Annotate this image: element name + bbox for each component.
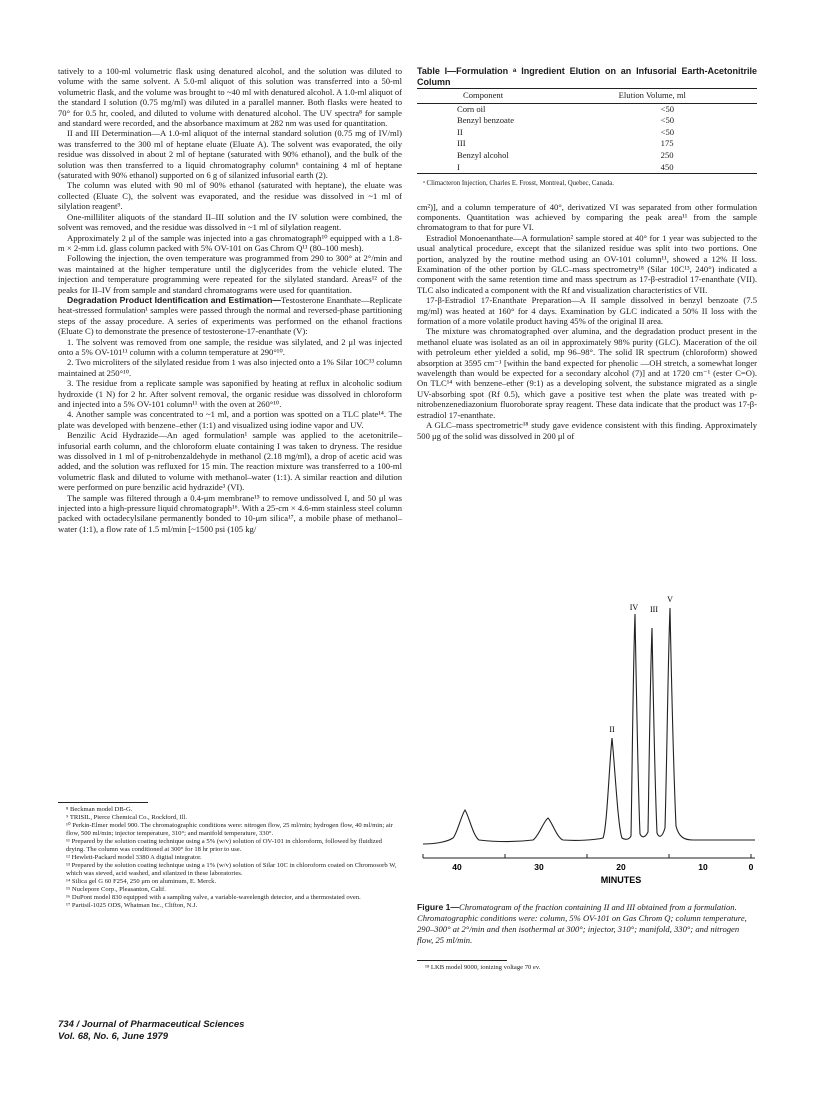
paragraph: The column was eluted with 90 ml of 90% ethanol (saturated with heptane), the eluate was collected (Eluate C), the solvent was evaporated, and the residue was dissolved in ~1 ml of silylation reagent⁹. — [58, 180, 402, 212]
table-cell: I — [417, 162, 619, 174]
paragraph: tatively to a 100-ml volumetric flask using denatured alcohol, and the solution was diluted to volume with the same solvent. A 5.0-ml aliquot of this solution was transferred into a 50-ml volumetric flask, and the volume was brought to ~40 ml with denatured alcohol. A 1.0-ml aliquot of the standard I solution (0.75 mg/ml) was diluted in a parallel manner. Both flasks were heated to 70° for 0.5 hr, cooled, and diluted to volume with denatured alcohol. The UV spectra⁸ for sample and standard were recorded, and the absorbance maximum at 282 nm was used for quantitation. — [58, 66, 402, 129]
paragraph: The mixture was chromatographed over alumina, and the degradation product present in the methanol eluate was isolated as an oil in approximately 98% purity (GLC). Maceration of the oil with petroleum ether yielded a solid, mp 96–98°. The solid IR spectrum (chloroform) showed absorption at 3595 cm⁻¹ [within the band expected for phenolic —OH stretch, a somewhat longer wavelength than would be expected for a secondary alcohol (7)] and at 1720 cm⁻¹ (ester C=O). On TLC¹⁴ with benzene–ether (9:1) as a developing solvent, the substance migrated as a single UV-absorbing spot (Rf 0.5), which gave a positive test when the plate was treated with p-nitrobenzenediazonium fluoroborate spray reagent. These data indicate that the product was 17-β-estradiol 17-enanthate. — [417, 326, 757, 420]
footnote: ¹² Hewlett-Packard model 3380 A digital integrator. — [66, 854, 202, 861]
footer-volume: Vol. 68, No. 6, June 1979 — [58, 1031, 169, 1042]
paragraph: The sample was filtered through a 0.4-μm membrane¹⁵ to remove undissolved I, and 50 μl was injected into a high-pressure liquid chromatograph¹⁶. With a 25-cm × 4.6-mm stainless steel column packed with octadecylsilane permanently bonded to 10-μm silica¹⁷, a mobile phase of methanol–water (1:1), a flow rate of 1.5 ml/min [~1500 psi (105 kg/ — [58, 492, 402, 534]
axis-tick-label: 20 — [616, 862, 626, 872]
table-footnote: ᵃ Climacteron Injection, Charles E. Frosst, Montreal, Quebec, Canada. — [423, 180, 614, 188]
caption-label: Figure 1— — [417, 902, 460, 912]
numbered-step: 4. Another sample was concentrated to ~1 ml, and a portion was spotted on a TLC plate¹⁴. The plate was developed with benzene–ether (1:1) and visualized using iodine vapor and UV. — [58, 409, 402, 430]
table-header: Component — [417, 89, 619, 104]
peak-label-iii: III — [650, 605, 658, 614]
table-cell: <50 — [660, 115, 675, 126]
right-column — [417, 66, 757, 441]
table-cell: Corn oil — [457, 103, 486, 114]
elution-table — [417, 88, 757, 174]
section-heading: Degradation Product Identification and Estimation— — [67, 294, 281, 305]
caption-text: Chromatogram of the fraction containing II and III obtained from a formulation. Chromatographic conditions were: column, 5% OV-101 on Gas Chrom Q; column temperature, 290–300° at 2°/min and then isothermal at 300°; injector, 310°; manifold, 330°; and nitrogen flow, 25 ml/min. — [417, 902, 747, 945]
table-row — [417, 138, 757, 150]
paragraph: Following the injection, the oven temperature was programmed from 290 to 300° at 2°/min and was maintained at the higher temperature until the diglycerides from the vehicle eluted. The injection and temperature programming were repeated for the silylated standard. Areas¹² of the peaks for II–IV from sample and standard chromatograms were used for quantitation. — [58, 253, 402, 295]
axis-tick-label: 30 — [534, 862, 544, 872]
footnote: ¹⁷ Partisil-1025 ODS, Whatman Inc., Clifton, N.J. — [66, 902, 198, 909]
paragraph: A GLC–mass spectrometric¹⁸ study gave evidence consistent with this finding. Approximately 500 μg of the solid was dissolved in 200 μl of — [417, 420, 757, 441]
footnote: ¹⁵ Nuclepore Corp., Pleasanton, Calif. — [66, 886, 166, 893]
table-row — [417, 150, 757, 162]
table-cell: 175 — [660, 138, 674, 149]
table-cell: <50 — [660, 126, 675, 137]
footnote: ⁹ TRISIL, Pierce Chemical Co., Rockford, Ill. — [66, 814, 188, 821]
footnote: ¹³ Prepared by the solution coating technique using a 1% (w/v) solution of Silar 10C in chloroform coated on Chromosorb W, which was sieved, acid washed, and silanized in these laboratories. — [66, 862, 397, 877]
footnote-right — [417, 964, 757, 972]
peak-label-v: V — [667, 595, 673, 604]
footnote: ⁸ Beckman model DB-G. — [66, 806, 133, 813]
table-title: Table I—Formulation ᵃ Ingredient Elution on an Infusorial Earth-Acetonitrile Column — [417, 66, 757, 87]
footnote: ¹⁰ Perkin-Elmer model 900. The chromatographic conditions were: nitrogen flow, 25 ml/min; hydrogen flow, 40 ml/min; air flow, 500 ml/min; injector temperature, 310°; and manifold temperature, 330°. — [66, 822, 393, 837]
paragraph: cm²)], and a column temperature of 40°, derivatized VI was separated from other formulation components. Quantitation was achieved by comparing the peak area¹¹ from the sample chromatogram to that for pure VI. — [417, 201, 757, 233]
table-cell: Benzyl benzoate — [457, 115, 515, 126]
paragraph: II and III Determination—A 1.0-ml aliquot of the internal standard solution (0.75 mg of IV/ml) was transferred to the 300 ml of heptane eluate (Eluate A). The solvent was evaporated, the oily residue was dissolved in about 2 ml of heptane (saturated with 90% ethanol), and the bulk of the solution was then transferred to a liquid chromatography column⁶ containing 4 ml of heptane (saturated with 90% ethanol) supported on 6 g of silanized infusorial earth (2). — [58, 128, 402, 181]
paragraph: 17-β-Estradiol 17-Enanthate Preparation—A II sample dissolved in benzyl benzoate (7.5 mg/ml) was heated at 160° for 4 days. Examination by GLC indicated a 50% II loss with the formation of a more volatile product having 45% of the original II area. — [417, 295, 757, 327]
left-column — [58, 66, 402, 534]
footnote-rule — [417, 960, 507, 961]
table-cell: II — [457, 126, 463, 137]
peak-label-iv: IV — [629, 603, 639, 612]
paragraph: Benzilic Acid Hydrazide—An aged formulation¹ sample was applied to the acetonitrile–infusorial earth column, and the chloroform eluate containing I was taken to dryness. The residue was dissolved in 1 ml of p-nitrobenzaldehyde in methanol (2.18 mg/ml), a drop of acetic acid was added, and the solution was refluxed for 15 min. The reaction mixture was transferred to a 100-ml volumetric flask and diluted to volume with methanol–water (1:1). A similar reaction and dilution were performed on pure benzilic acid hydrazide³ (VI). — [58, 430, 402, 493]
table-cell: 250 — [660, 149, 674, 160]
table-cell: III — [457, 138, 466, 149]
table-cell: 450 — [619, 162, 757, 174]
footnote-rule — [58, 802, 148, 803]
paragraph: Estradiol Monoenanthate—A formulation² sample stored at 40° for 1 year was subjected to the usual analytical procedure, except that the silanized residue was split into two portions. One portion, analyzed by the routine method using an OV-101 column¹¹, showed a 12% II loss. Examination of the other portion by GLC–mass spectrometry¹⁸ (Silar 10C¹³, 240°) indicated a component with the same retention time and mass spectrum as 17-β-estradiol 17-enanthate (VII). TLC also indicated a component with the Rf and visualization characteristics of VII. — [417, 232, 757, 295]
degradation-paragraph — [58, 295, 402, 337]
paragraph: One-milliliter aliquots of the standard II–III solution and the IV solution were combined, the solvent was removed, and the residue was dissolved in ~1 ml of silylation reagent. — [58, 211, 402, 233]
peak-label-ii: II — [609, 725, 615, 734]
numbered-step: 2. Two microliters of the silylated residue from 1 was also injected onto a 1% Silar 10C¹³ column maintained at 250°¹⁰. — [58, 357, 402, 378]
section-text: Testosterone Enanthate—Replicate heat-stressed formulation¹ samples were passed through the normal and reversed-phase partitioning steps of the assay procedure. A series of experiments was performed on the ethanol fractions (Eluate C) to demonstrate the presence of testosterone-17-enanthate (V): — [58, 294, 402, 337]
table-cell: <50 — [660, 103, 675, 114]
axis-tick-label: 0 — [748, 862, 754, 872]
footnote: ¹⁶ DuPont model 830 equipped with a sampling valve, a variable-wavelength detector, and a thermostated oven. — [66, 894, 361, 901]
table-header: Elution Volume, ml — [619, 89, 757, 104]
axis-label: MINUTES — [600, 875, 642, 885]
paragraph: Approximately 2 μl of the sample was injected into a gas chromatograph¹⁰ equipped with a 1.8-m × 2-mm i.d. glass column packed with 5% OV-101 on Gas Chrom Q¹¹ (80–100 mesh). — [58, 232, 402, 253]
footer-journal: 734 / Journal of Pharmaceutical Sciences — [58, 1019, 245, 1030]
footnote: ¹⁸ LKB model 9000, ionizing voltage 70 ev. — [425, 964, 541, 971]
table-cell: Benzyl alcohol — [457, 149, 509, 160]
numbered-step: 1. The solvent was removed from one sample, the residue was silylated, and 2 μl was injected onto a 5% OV-101¹¹ column with a column temperature at 290°¹⁰. — [58, 336, 402, 357]
page-footer — [58, 1019, 244, 1043]
table-row — [417, 103, 757, 115]
chromatogram-figure — [417, 588, 757, 900]
figure-caption — [417, 902, 757, 946]
footnotes-left — [58, 806, 402, 910]
footnote: ¹⁴ Silica gel G 60 F254, 250 μm on aluminum, E. Merck. — [66, 878, 217, 885]
footnote: ¹¹ Prepared by the solution coating technique using a 5% (w/v) solution of OV-101 in chloroform, followed by fluidized drying. The column was conditioned at 300° for 18 hr prior to use. — [66, 838, 382, 853]
table-row — [417, 115, 757, 127]
axis-tick-label: 40 — [452, 862, 462, 872]
table-row — [417, 127, 757, 139]
table-row — [417, 162, 757, 174]
axis-tick-label: 10 — [698, 862, 708, 872]
chromatogram-trace — [423, 608, 755, 844]
numbered-step: 3. The residue from a replicate sample was saponified by heating at reflux in alcoholic sodium hydroxide (1 N) for 2 hr. After solvent removal, the organic residue was dissolved in chloroform and injected into a 5% OV-101 column¹¹ with the oven at 260°¹⁰. — [58, 378, 402, 409]
